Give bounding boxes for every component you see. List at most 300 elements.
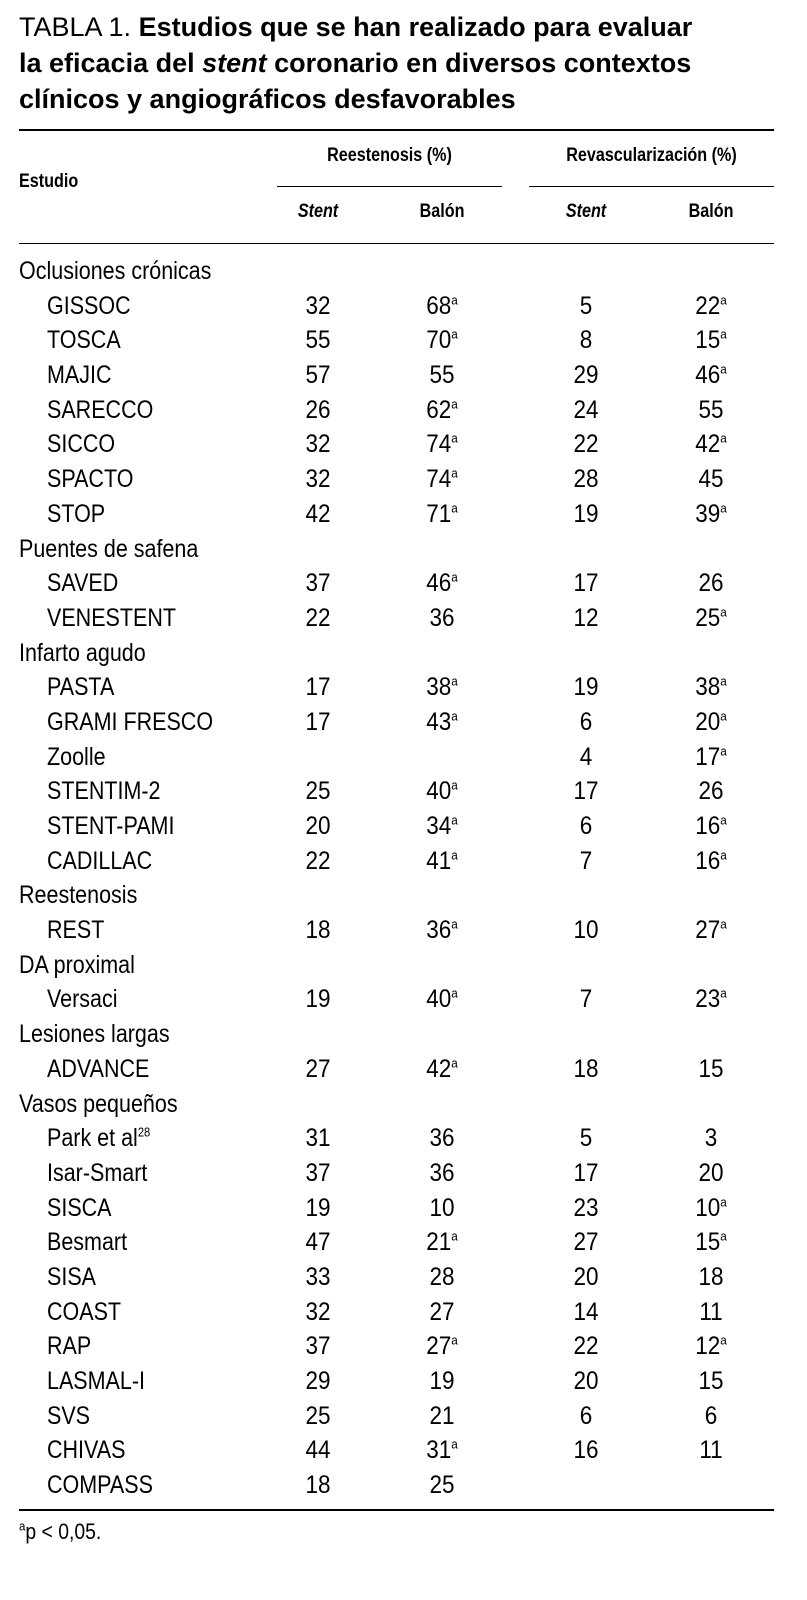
cell-value: 19 <box>305 1193 331 1222</box>
cell-value: 27 <box>573 1228 599 1257</box>
cell-value: 38 <box>695 673 721 702</box>
cell-value: 20 <box>573 1367 599 1395</box>
significance-superscript: a <box>451 1228 458 1244</box>
significance-superscript: a <box>451 465 458 481</box>
cell-value: 74 <box>426 465 452 494</box>
significance-superscript: a <box>451 292 458 308</box>
revascularizacion-balon-cell <box>675 705 747 740</box>
significance-superscript: a <box>720 431 727 447</box>
significance-superscript: a <box>720 361 727 377</box>
label-text: SARECCO <box>47 395 154 424</box>
study-name <box>47 1468 153 1503</box>
table-row <box>19 1399 774 1434</box>
label-text: SICCO <box>47 430 116 459</box>
study-name <box>47 809 174 844</box>
cell-value: 17 <box>573 777 599 806</box>
cell-value: 17 <box>305 673 331 702</box>
cell-value: 32 <box>305 430 331 459</box>
category-row <box>19 636 774 671</box>
cell-value: 10 <box>695 1193 721 1222</box>
cell-value: 71 <box>426 499 452 528</box>
cell-value: 36 <box>429 1124 455 1153</box>
significance-superscript: a <box>720 1194 727 1210</box>
cell-value: 45 <box>698 465 724 494</box>
cell-value: 19 <box>429 1367 455 1395</box>
revascularizacion-stent-cell <box>550 1364 622 1399</box>
cell-value: 17 <box>573 569 599 598</box>
cell-value: 6 <box>579 812 593 840</box>
cell-value: 62 <box>426 395 452 424</box>
study-name <box>47 705 213 740</box>
reestenosis-balon-cell <box>406 1433 478 1468</box>
table-row <box>19 1295 774 1330</box>
footnote <box>19 1519 683 1545</box>
cell-value: 46 <box>695 361 721 390</box>
cell-value: 12 <box>695 1332 721 1361</box>
cell-value: 32 <box>305 291 331 320</box>
revascularizacion-stent-cell <box>550 670 622 705</box>
cell-value: 22 <box>573 430 599 459</box>
reestenosis-stent-cell <box>282 601 354 636</box>
reestenosis-stent-cell <box>282 1260 354 1295</box>
cell-value: 8 <box>579 326 593 355</box>
cell-value: 4 <box>579 742 593 771</box>
label-text: CHIVAS <box>47 1436 126 1465</box>
table-row <box>19 289 774 324</box>
cell-value: 17 <box>573 1158 599 1187</box>
reestenosis-balon-cell <box>406 1052 478 1087</box>
title-text-italic: stent <box>202 48 267 78</box>
cell-value: 22 <box>305 846 331 875</box>
cell-value: 23 <box>573 1193 599 1222</box>
revascularizacion-balon-cell <box>675 462 747 497</box>
revascularizacion-balon-cell <box>675 1225 747 1260</box>
table-row <box>19 982 774 1017</box>
label-text: Park et al <box>47 1124 138 1153</box>
table-row <box>19 566 774 601</box>
category-label <box>19 254 211 289</box>
study-name <box>47 393 153 428</box>
label-text: Versaci <box>47 985 118 1014</box>
cell-value: 21 <box>429 1401 455 1430</box>
reestenosis-stent-cell <box>282 1295 354 1330</box>
reestenosis-stent-cell <box>282 809 354 844</box>
study-name <box>47 1225 127 1260</box>
reestenosis-balon-cell <box>406 1399 478 1434</box>
footnote-marker: a <box>19 1518 26 1534</box>
cell-value: 28 <box>573 465 599 494</box>
cell-value: 12 <box>573 603 599 632</box>
reestenosis-stent-cell <box>282 1225 354 1260</box>
reestenosis-stent-cell <box>282 497 354 532</box>
label-text: RAP <box>47 1332 92 1361</box>
reestenosis-balon-cell <box>406 670 478 705</box>
revascularizacion-balon-cell <box>675 289 747 324</box>
cell-value: 7 <box>579 846 593 875</box>
study-name <box>47 601 176 636</box>
significance-superscript: a <box>451 916 458 932</box>
bottom-rule <box>19 1509 774 1511</box>
table-row <box>19 462 774 497</box>
reestenosis-stent-cell <box>282 393 354 428</box>
significance-superscript: a <box>720 604 727 620</box>
revascularizacion-balon-cell <box>675 913 747 948</box>
cell-value: 26 <box>698 777 724 806</box>
reestenosis-balon-cell <box>406 1468 478 1503</box>
cell-value: 46 <box>426 569 452 598</box>
study-name <box>47 1121 150 1156</box>
significance-superscript: a <box>720 986 727 1002</box>
cell-value: 40 <box>426 777 452 806</box>
cell-value: 32 <box>305 1297 331 1326</box>
cell-value: 16 <box>573 1436 599 1465</box>
reestenosis-stent-cell <box>282 1156 354 1191</box>
label-text: COMPASS <box>47 1471 153 1500</box>
cell-value: 20 <box>573 1262 599 1291</box>
cell-value: 70 <box>426 326 452 355</box>
cell-value: 22 <box>305 603 331 632</box>
cell-value: 14 <box>573 1297 599 1326</box>
cell-value: 37 <box>305 1332 331 1361</box>
significance-superscript: a <box>451 708 458 724</box>
header-balon-2: Balón <box>688 201 734 222</box>
cell-value: 10 <box>429 1193 455 1222</box>
cell-value: 29 <box>573 361 599 390</box>
label-text: Puentes de safena <box>19 534 199 563</box>
significance-superscript: a <box>720 1228 727 1244</box>
reestenosis-balon-cell <box>406 1121 478 1156</box>
significance-superscript: a <box>451 986 458 1002</box>
revascularizacion-stent-cell <box>550 427 622 462</box>
label-text: Isar-Smart <box>47 1158 148 1187</box>
cell-value: 17 <box>305 707 331 736</box>
revascularizacion-balon-cell <box>675 1295 747 1330</box>
significance-superscript: a <box>720 847 727 863</box>
table-row <box>19 393 774 428</box>
significance-superscript: a <box>720 327 727 343</box>
cell-value: 5 <box>579 1124 593 1153</box>
revascularizacion-balon-cell <box>675 1399 747 1434</box>
reestenosis-stent-cell <box>282 705 354 740</box>
significance-superscript: a <box>720 916 727 932</box>
revascularizacion-balon-cell <box>675 1121 747 1156</box>
table-row <box>19 1329 774 1364</box>
title-text-c: coronario en diversos contextos <box>274 48 692 78</box>
cell-value: 16 <box>695 846 721 875</box>
cell-value: 57 <box>305 361 331 390</box>
revascularizacion-stent-cell <box>550 1052 622 1087</box>
revascularizacion-stent-cell <box>550 809 622 844</box>
reestenosis-stent-cell <box>282 289 354 324</box>
label-text: Zoolle <box>47 742 106 771</box>
revascularizacion-stent-cell <box>550 1329 622 1364</box>
cell-value: 20 <box>698 1158 724 1187</box>
cell-value: 42 <box>305 499 331 528</box>
revascularizacion-balon-cell <box>675 1364 747 1399</box>
reestenosis-balon-cell <box>406 393 478 428</box>
revascularizacion-balon-cell <box>675 1329 747 1364</box>
table-row <box>19 1191 774 1226</box>
cell-value: 18 <box>305 916 331 945</box>
reestenosis-stent-cell <box>282 1364 354 1399</box>
significance-superscript: a <box>451 431 458 447</box>
category-row <box>19 878 774 913</box>
label-text: VENESTENT <box>47 603 177 632</box>
label-text: Vasos pequeños <box>19 1089 178 1118</box>
revascularizacion-stent-cell <box>550 566 622 601</box>
reestenosis-balon-cell <box>406 289 478 324</box>
label-text: SPACTO <box>47 465 134 494</box>
significance-superscript: a <box>451 500 458 516</box>
study-name <box>47 1399 90 1434</box>
revascularizacion-stent-cell <box>550 1156 622 1191</box>
cell-value: 55 <box>429 361 455 390</box>
significance-superscript: a <box>451 812 458 828</box>
table-row <box>19 740 774 775</box>
cell-value: 20 <box>305 812 331 840</box>
cell-value: 18 <box>305 1471 331 1500</box>
label-text: SISCA <box>47 1193 112 1222</box>
study-name <box>47 566 118 601</box>
significance-superscript: a <box>720 708 727 724</box>
reestenosis-stent-cell <box>282 1399 354 1434</box>
table-body <box>19 244 774 1503</box>
revascularizacion-balon-cell <box>675 601 747 636</box>
label-text: Reestenosis <box>19 881 138 910</box>
revascularizacion-balon-cell <box>675 1260 747 1295</box>
cell-value: 27 <box>426 1332 452 1361</box>
label-text: SISA <box>47 1262 97 1291</box>
category-row <box>19 1017 774 1052</box>
study-name <box>47 1364 145 1399</box>
revascularizacion-stent-cell <box>550 1433 622 1468</box>
revascularizacion-balon-cell <box>675 1052 747 1087</box>
reestenosis-stent-cell <box>282 358 354 393</box>
reestenosis-balon-cell <box>406 705 478 740</box>
revascularizacion-stent-cell <box>550 1295 622 1330</box>
reestenosis-balon-cell <box>406 982 478 1017</box>
category-row <box>19 532 774 567</box>
cell-value: 31 <box>426 1436 452 1465</box>
significance-superscript: a <box>720 292 727 308</box>
table-header <box>19 131 774 243</box>
label-text: REST <box>47 916 105 945</box>
reestenosis-balon-cell <box>406 462 478 497</box>
cell-value: 7 <box>579 985 593 1014</box>
revascularizacion-stent-cell <box>550 740 622 775</box>
cell-value: 6 <box>579 707 593 736</box>
significance-superscript: a <box>451 396 458 412</box>
label-text: SVS <box>47 1401 91 1430</box>
cell-value: 36 <box>426 916 452 945</box>
significance-superscript: a <box>451 1437 458 1453</box>
table-row <box>19 1260 774 1295</box>
label-text: Oclusiones crónicas <box>19 257 212 285</box>
study-name <box>47 913 104 948</box>
cell-value: 42 <box>695 430 721 459</box>
reestenosis-balon-cell <box>406 566 478 601</box>
revascularizacion-balon-cell <box>675 1156 747 1191</box>
significance-superscript: a <box>451 777 458 793</box>
revascularizacion-stent-cell <box>550 358 622 393</box>
reestenosis-stent-cell <box>282 844 354 879</box>
revascularizacion-stent-cell <box>550 1191 622 1226</box>
cell-value: 25 <box>305 1401 331 1430</box>
cell-value: 17 <box>695 742 721 771</box>
cell-value: 39 <box>695 499 721 528</box>
revascularizacion-balon-cell <box>675 393 747 428</box>
study-name <box>47 982 118 1017</box>
label-text: PASTA <box>47 673 115 702</box>
table-row <box>19 1364 774 1399</box>
label-text: COAST <box>47 1297 122 1326</box>
table-row <box>19 1468 774 1503</box>
category-label <box>19 948 135 983</box>
reestenosis-balon-cell <box>406 1191 478 1226</box>
study-name <box>47 844 152 879</box>
revascularizacion-stent-cell <box>550 1225 622 1260</box>
significance-superscript: a <box>720 1332 727 1348</box>
reestenosis-balon-cell <box>406 601 478 636</box>
cell-value: 41 <box>426 846 452 875</box>
header-group-revascularizacion: Revascularización (%) <box>566 145 737 166</box>
category-row <box>19 1087 774 1122</box>
significance-superscript: a <box>451 673 458 689</box>
cell-value: 44 <box>305 1436 331 1465</box>
category-label <box>19 1017 170 1052</box>
cell-value: 29 <box>305 1367 331 1395</box>
reestenosis-stent-cell <box>282 982 354 1017</box>
cell-value: 25 <box>429 1471 455 1500</box>
cell-value: 34 <box>426 812 452 840</box>
reestenosis-stent-cell <box>282 1191 354 1226</box>
revascularizacion-stent-cell <box>550 705 622 740</box>
header-group-reestenosis: Reestenosis (%) <box>327 145 452 166</box>
cell-value: 10 <box>573 916 599 945</box>
header-stent-2: Stent <box>565 201 607 222</box>
table-row <box>19 705 774 740</box>
cell-value: 27 <box>695 916 721 945</box>
label-text: STENT-PAMI <box>47 812 175 840</box>
footnote-text: p < 0,05. <box>25 1518 102 1544</box>
reference-superscript: 28 <box>137 1124 151 1140</box>
cell-value: 19 <box>573 499 599 528</box>
study-name <box>47 774 160 809</box>
cell-value: 22 <box>573 1332 599 1361</box>
table-row <box>19 913 774 948</box>
reestenosis-balon-cell <box>406 427 478 462</box>
label-text: Infarto agudo <box>19 638 146 667</box>
revascularizacion-stent-cell <box>550 601 622 636</box>
significance-superscript: a <box>451 847 458 863</box>
significance-superscript: a <box>451 327 458 343</box>
reestenosis-balon-cell <box>406 1295 478 1330</box>
cell-value: 32 <box>305 465 331 494</box>
category-label <box>19 636 146 671</box>
cell-value: 21 <box>426 1228 452 1257</box>
revascularizacion-stent-cell <box>550 913 622 948</box>
study-name <box>47 670 114 705</box>
study-name <box>47 497 105 532</box>
reestenosis-balon-cell <box>406 358 478 393</box>
reestenosis-balon-cell <box>406 1329 478 1364</box>
cell-value: 43 <box>426 707 452 736</box>
revascularizacion-stent-cell <box>550 982 622 1017</box>
cell-value: 20 <box>695 707 721 736</box>
title-text-b: la eficacia del <box>19 48 195 78</box>
reestenosis-stent-cell <box>282 323 354 358</box>
label-text: CADILLAC <box>47 846 153 875</box>
reestenosis-stent-cell <box>282 913 354 948</box>
cell-value: 74 <box>426 430 452 459</box>
study-name <box>47 1052 149 1087</box>
study-name <box>47 740 106 775</box>
reestenosis-balon-cell <box>406 1156 478 1191</box>
cell-value: 40 <box>426 985 452 1014</box>
title-text-a: Estudios que se han realizado para evaluar <box>138 12 693 42</box>
reestenosis-balon-cell <box>406 1364 478 1399</box>
study-name <box>47 462 133 497</box>
label-text: LASMAL-I <box>47 1367 145 1395</box>
cell-value: 11 <box>699 1436 723 1465</box>
table-row <box>19 809 774 844</box>
reestenosis-balon-cell <box>406 913 478 948</box>
study-name <box>47 358 112 393</box>
table-row <box>19 1156 774 1191</box>
study-name <box>47 1191 112 1226</box>
cell-value: 27 <box>429 1297 455 1326</box>
cell-value: 55 <box>305 326 331 355</box>
revascularizacion-stent-cell <box>550 1260 622 1295</box>
revascularizacion-stent-cell <box>550 1121 622 1156</box>
revascularizacion-stent-cell <box>550 323 622 358</box>
cell-value: 6 <box>704 1401 718 1430</box>
label-text: STOP <box>47 499 106 528</box>
table-row <box>19 427 774 462</box>
cell-value: 25 <box>305 777 331 806</box>
study-name <box>47 323 121 358</box>
label-text: DA proximal <box>19 950 135 979</box>
title-text-d: clínicos y angiográficos desfavorables <box>19 84 516 114</box>
table-title <box>19 9 774 117</box>
cell-value: 42 <box>426 1054 452 1083</box>
reestenosis-balon-cell <box>406 774 478 809</box>
table-row <box>19 323 774 358</box>
cell-value: 22 <box>695 291 721 320</box>
cell-value: 11 <box>699 1297 723 1326</box>
header-stent-1: Stent <box>297 201 339 222</box>
label-text: SAVED <box>47 569 119 598</box>
table-row <box>19 670 774 705</box>
cell-value: 27 <box>305 1054 331 1083</box>
revascularizacion-balon-cell <box>675 1191 747 1226</box>
label-text: STENTIM-2 <box>47 777 161 806</box>
reestenosis-stent-cell <box>282 427 354 462</box>
reestenosis-stent-cell <box>282 566 354 601</box>
cell-value: 28 <box>429 1262 455 1291</box>
table-row <box>19 358 774 393</box>
header-group-rule-1 <box>277 186 502 187</box>
cell-value: 47 <box>305 1228 331 1257</box>
reestenosis-stent-cell <box>282 1468 354 1503</box>
study-name <box>47 289 131 324</box>
study-name <box>47 427 115 462</box>
reestenosis-balon-cell <box>406 323 478 358</box>
cell-value: 68 <box>426 291 452 320</box>
cell-value: 37 <box>305 569 331 598</box>
table-row <box>19 844 774 879</box>
significance-superscript: a <box>720 743 727 759</box>
